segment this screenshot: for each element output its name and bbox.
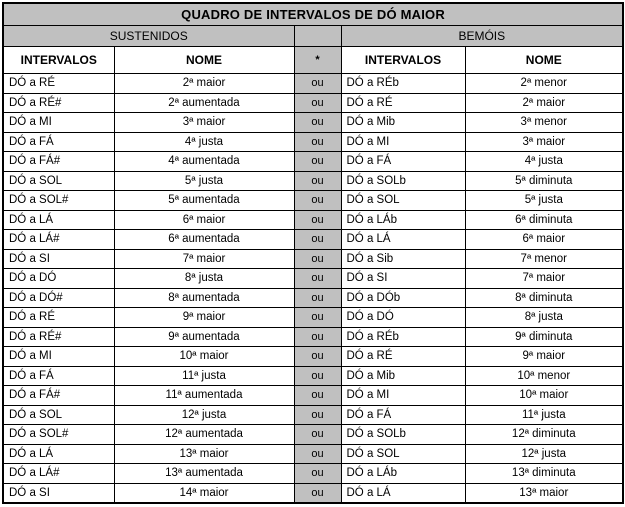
cell-sustenido-nome: 7ª maior bbox=[114, 249, 294, 269]
cell-bemol-nome: 6ª diminuta bbox=[465, 210, 623, 230]
cell-bemol-intervalo: DÓ a SOL bbox=[341, 444, 465, 464]
cell-sustenido-intervalo: DÓ a RÉ bbox=[3, 74, 114, 94]
cell-bemol-nome: 8ª justa bbox=[465, 308, 623, 328]
cell-sustenido-intervalo: DÓ a LÁ# bbox=[3, 230, 114, 250]
cell-ou-connector: ou bbox=[294, 132, 341, 152]
cell-bemol-intervalo: DÓ a LÁ bbox=[341, 230, 465, 250]
cell-sustenido-intervalo: DÓ a FÁ bbox=[3, 366, 114, 386]
cell-sustenido-intervalo: DÓ a SOL# bbox=[3, 425, 114, 445]
cell-sustenido-nome: 10ª maior bbox=[114, 347, 294, 367]
table-row bbox=[3, 425, 623, 445]
table-row bbox=[3, 308, 623, 328]
cell-sustenido-intervalo: DÓ a LÁ bbox=[3, 210, 114, 230]
cell-ou-connector: ou bbox=[294, 113, 341, 133]
cell-bemol-intervalo: DÓ a LÁ bbox=[341, 483, 465, 503]
cell-ou-connector: ou bbox=[294, 93, 341, 113]
column-header-intervalos-sustenidos: INTERVALOS bbox=[3, 47, 114, 74]
table-row bbox=[3, 113, 623, 133]
cell-ou-connector: ou bbox=[294, 366, 341, 386]
cell-bemol-intervalo: DÓ a SOL bbox=[341, 191, 465, 211]
cell-sustenido-nome: 11ª aumentada bbox=[114, 386, 294, 406]
cell-sustenido-nome: 12ª justa bbox=[114, 405, 294, 425]
table-row bbox=[3, 444, 623, 464]
cell-bemol-intervalo: DÓ a FÁ bbox=[341, 152, 465, 172]
cell-ou-connector: ou bbox=[294, 405, 341, 425]
cell-bemol-nome: 2ª menor bbox=[465, 74, 623, 94]
cell-ou-connector: ou bbox=[294, 230, 341, 250]
column-header-intervalos-bemois: INTERVALOS bbox=[341, 47, 465, 74]
cell-sustenido-nome: 5ª justa bbox=[114, 171, 294, 191]
column-header-nome-bemois: NOME bbox=[465, 47, 623, 74]
cell-bemol-intervalo: DÓ a SOLb bbox=[341, 425, 465, 445]
group-header-sustenidos: SUSTENIDOS bbox=[3, 26, 294, 47]
cell-ou-connector: ou bbox=[294, 210, 341, 230]
cell-bemol-intervalo: DÓ a Sib bbox=[341, 249, 465, 269]
cell-sustenido-nome: 8ª justa bbox=[114, 269, 294, 289]
cell-bemol-intervalo: DÓ a FÁ bbox=[341, 405, 465, 425]
cell-sustenido-intervalo: DÓ a MI bbox=[3, 113, 114, 133]
table-row bbox=[3, 249, 623, 269]
cell-bemol-intervalo: DÓ a RÉb bbox=[341, 74, 465, 94]
title-row bbox=[3, 3, 623, 26]
cell-ou-connector: ou bbox=[294, 386, 341, 406]
group-header-middle-cell bbox=[294, 26, 341, 47]
cell-sustenido-intervalo: DÓ a MI bbox=[3, 347, 114, 367]
table-row bbox=[3, 386, 623, 406]
table-row bbox=[3, 464, 623, 484]
cell-sustenido-intervalo: DÓ a FÁ bbox=[3, 132, 114, 152]
cell-sustenido-intervalo: DÓ a FÁ# bbox=[3, 152, 114, 172]
cell-ou-connector: ou bbox=[294, 249, 341, 269]
table-row bbox=[3, 74, 623, 94]
cell-sustenido-nome: 11ª justa bbox=[114, 366, 294, 386]
cell-bemol-nome: 9ª maior bbox=[465, 347, 623, 367]
cell-bemol-intervalo: DÓ a MI bbox=[341, 132, 465, 152]
cell-ou-connector: ou bbox=[294, 152, 341, 172]
cell-bemol-nome: 5ª diminuta bbox=[465, 171, 623, 191]
table-row bbox=[3, 405, 623, 425]
table-row bbox=[3, 483, 623, 503]
cell-sustenido-intervalo: DÓ a DÓ# bbox=[3, 288, 114, 308]
cell-sustenido-nome: 6ª maior bbox=[114, 210, 294, 230]
group-header-row bbox=[3, 26, 623, 47]
cell-sustenido-intervalo: DÓ a SOL bbox=[3, 405, 114, 425]
cell-ou-connector: ou bbox=[294, 288, 341, 308]
table-row bbox=[3, 132, 623, 152]
cell-sustenido-intervalo: DÓ a RÉ# bbox=[3, 93, 114, 113]
cell-sustenido-nome: 14ª maior bbox=[114, 483, 294, 503]
cell-ou-connector: ou bbox=[294, 327, 341, 347]
table-row bbox=[3, 230, 623, 250]
cell-sustenido-nome: 6ª aumentada bbox=[114, 230, 294, 250]
cell-sustenido-nome: 2ª aumentada bbox=[114, 93, 294, 113]
cell-bemol-nome: 6ª maior bbox=[465, 230, 623, 250]
table-row bbox=[3, 93, 623, 113]
cell-sustenido-nome: 4ª justa bbox=[114, 132, 294, 152]
cell-bemol-nome: 10ª menor bbox=[465, 366, 623, 386]
cell-ou-connector: ou bbox=[294, 191, 341, 211]
page-title: QUADRO DE INTERVALOS DE DÓ MAIOR bbox=[3, 3, 623, 26]
cell-bemol-intervalo: DÓ a Mib bbox=[341, 366, 465, 386]
cell-bemol-nome: 5ª justa bbox=[465, 191, 623, 211]
cell-sustenido-intervalo: DÓ a SOL# bbox=[3, 191, 114, 211]
cell-sustenido-nome: 9ª aumentada bbox=[114, 327, 294, 347]
cell-sustenido-nome: 5ª aumentada bbox=[114, 191, 294, 211]
table-row bbox=[3, 347, 623, 367]
cell-sustenido-intervalo: DÓ a LÁ bbox=[3, 444, 114, 464]
cell-sustenido-nome: 8ª aumentada bbox=[114, 288, 294, 308]
cell-bemol-nome: 8ª diminuta bbox=[465, 288, 623, 308]
cell-bemol-nome: 12ª justa bbox=[465, 444, 623, 464]
cell-bemol-nome: 7ª maior bbox=[465, 269, 623, 289]
cell-bemol-intervalo: DÓ a DÓ bbox=[341, 308, 465, 328]
cell-sustenido-nome: 2ª maior bbox=[114, 74, 294, 94]
cell-ou-connector: ou bbox=[294, 483, 341, 503]
table-row bbox=[3, 288, 623, 308]
cell-sustenido-nome: 12ª aumentada bbox=[114, 425, 294, 445]
cell-bemol-nome: 4ª justa bbox=[465, 152, 623, 172]
cell-sustenido-intervalo: DÓ a RÉ bbox=[3, 308, 114, 328]
cell-sustenido-intervalo: DÓ a LÁ# bbox=[3, 464, 114, 484]
cell-bemol-intervalo: DÓ a SOLb bbox=[341, 171, 465, 191]
cell-bemol-nome: 10ª maior bbox=[465, 386, 623, 406]
cell-bemol-nome: 13ª diminuta bbox=[465, 464, 623, 484]
cell-bemol-intervalo: DÓ a LÁb bbox=[341, 464, 465, 484]
table-body bbox=[3, 74, 623, 503]
cell-ou-connector: ou bbox=[294, 464, 341, 484]
cell-bemol-intervalo: DÓ a DÓb bbox=[341, 288, 465, 308]
cell-sustenido-nome: 9ª maior bbox=[114, 308, 294, 328]
column-header-star: * bbox=[294, 47, 341, 74]
cell-ou-connector: ou bbox=[294, 269, 341, 289]
cell-bemol-nome: 3ª maior bbox=[465, 132, 623, 152]
cell-bemol-nome: 9ª diminuta bbox=[465, 327, 623, 347]
cell-sustenido-intervalo: DÓ a DÓ bbox=[3, 269, 114, 289]
cell-ou-connector: ou bbox=[294, 74, 341, 94]
cell-ou-connector: ou bbox=[294, 171, 341, 191]
cell-ou-connector: ou bbox=[294, 347, 341, 367]
cell-bemol-nome: 13ª maior bbox=[465, 483, 623, 503]
table-row bbox=[3, 191, 623, 211]
cell-sustenido-nome: 13ª maior bbox=[114, 444, 294, 464]
cell-sustenido-intervalo: DÓ a FÁ# bbox=[3, 386, 114, 406]
group-header-bemois: BEMÓIS bbox=[341, 26, 623, 47]
intervals-table bbox=[2, 2, 624, 504]
cell-sustenido-intervalo: DÓ a RÉ# bbox=[3, 327, 114, 347]
cell-bemol-nome: 7ª menor bbox=[465, 249, 623, 269]
table-row bbox=[3, 269, 623, 289]
cell-bemol-nome: 3ª menor bbox=[465, 113, 623, 133]
table-row bbox=[3, 210, 623, 230]
cell-ou-connector: ou bbox=[294, 308, 341, 328]
cell-sustenido-nome: 13ª aumentada bbox=[114, 464, 294, 484]
cell-bemol-intervalo: DÓ a MI bbox=[341, 386, 465, 406]
cell-bemol-intervalo: DÓ a Mib bbox=[341, 113, 465, 133]
table-row bbox=[3, 366, 623, 386]
cell-bemol-intervalo: DÓ a SI bbox=[341, 269, 465, 289]
cell-sustenido-intervalo: DÓ a SI bbox=[3, 249, 114, 269]
cell-bemol-nome: 12ª diminuta bbox=[465, 425, 623, 445]
cell-sustenido-intervalo: DÓ a SI bbox=[3, 483, 114, 503]
cell-ou-connector: ou bbox=[294, 425, 341, 445]
cell-ou-connector: ou bbox=[294, 444, 341, 464]
cell-sustenido-nome: 4ª aumentada bbox=[114, 152, 294, 172]
table-row bbox=[3, 152, 623, 172]
column-header-nome-sustenidos: NOME bbox=[114, 47, 294, 74]
cell-bemol-nome: 11ª justa bbox=[465, 405, 623, 425]
cell-bemol-intervalo: DÓ a RÉ bbox=[341, 347, 465, 367]
table-row bbox=[3, 327, 623, 347]
cell-bemol-intervalo: DÓ a RÉ bbox=[341, 93, 465, 113]
column-header-row bbox=[3, 47, 623, 74]
cell-sustenido-nome: 3ª maior bbox=[114, 113, 294, 133]
cell-bemol-nome: 2ª maior bbox=[465, 93, 623, 113]
cell-sustenido-intervalo: DÓ a SOL bbox=[3, 171, 114, 191]
cell-bemol-intervalo: DÓ a RÉb bbox=[341, 327, 465, 347]
cell-bemol-intervalo: DÓ a LÁb bbox=[341, 210, 465, 230]
table-row bbox=[3, 171, 623, 191]
